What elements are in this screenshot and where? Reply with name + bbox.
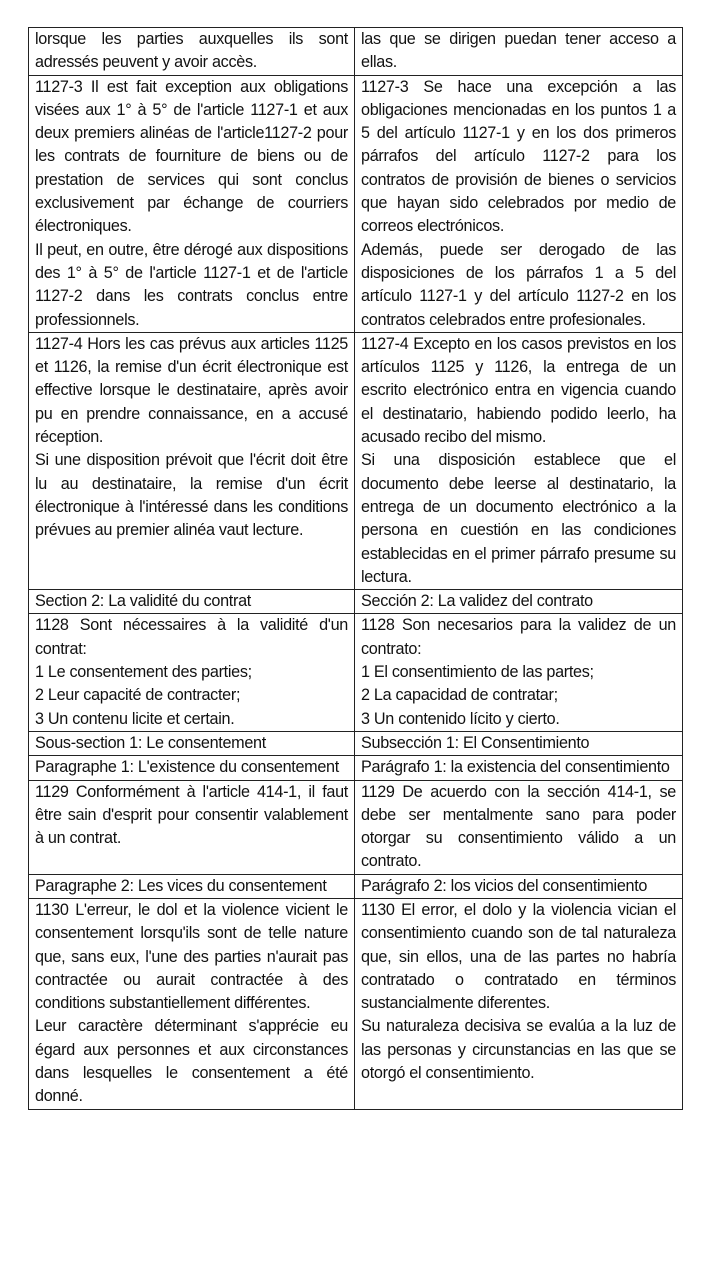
french-list-item: 2 Leur capacité de contracter;: [35, 686, 241, 705]
spanish-cell: [355, 756, 683, 780]
french-paragraph: lorsque les parties auxquelles ils sont adressés peuvent y avoir accès.: [35, 30, 348, 72]
french-list-item: 1 Le consentement des parties;: [35, 663, 252, 682]
french-cell: [29, 874, 355, 898]
spanish-cell: [355, 28, 683, 76]
french-paragraph: 1127-3 Il est fait exception aux obligations visées aux 1° à 5° de l'article 1127-1 et aux deux premiers alinéas de l'article1127-2 pour les contrats de fourniture de biens ou de prestation de services qui sont conclus exclusivement par échange de courriers électroniques.: [35, 77, 348, 236]
section-heading-row: [29, 874, 683, 898]
spanish-cell: [355, 874, 683, 898]
bilingual-law-table: [28, 27, 683, 1110]
french-cell: [29, 898, 355, 1109]
table-row: [29, 780, 683, 874]
spanish-cell: [355, 898, 683, 1109]
french-cell: [29, 614, 355, 731]
french-cell: [29, 731, 355, 755]
spanish-list-item: 1 El consentimiento de las partes;: [361, 663, 594, 682]
spanish-paragraph: 1129 De acuerdo con la sección 414-1, se debe ser mentalmente sano para poder otorgar su consentimiento válido a un contrato.: [361, 782, 676, 871]
spanish-paragraph: Su naturaleza decisiva se evalúa a la luz de las personas y circunstancias en las que se otorgó el consentimiento.: [361, 1017, 676, 1083]
french-paragraph: Si une disposition prévoit que l'écrit doit être lu au destinataire, la remise d'un écrit électronique à l'intéressé dans les conditions prévues au premier alinéa vaut lecture.: [35, 451, 348, 540]
spanish-heading: Sección 2: La validez del contrato: [361, 592, 593, 611]
french-cell: [29, 28, 355, 76]
french-heading: Paragraphe 1: L'existence du consentement: [35, 758, 339, 777]
french-paragraph: Il peut, en outre, être dérogé aux dispositions des 1° à 5° de l'article 1127-1 et de l'article 1127-2 dans les contrats conclus entre professionnels.: [35, 240, 348, 329]
spanish-heading: Subsección 1: El Consentimiento: [361, 733, 590, 752]
spanish-heading: Parágrafo 1: la existencia del consentimiento: [361, 758, 670, 777]
spanish-cell: [355, 614, 683, 731]
french-cell: [29, 780, 355, 874]
french-paragraph: 1127-4 Hors les cas prévus aux articles 1125 et 1126, la remise d'un écrit électronique est effective lorsque le destinataire, après avoir pu en prendre connaissance, en a accusé réception.: [35, 334, 348, 447]
french-heading: Paragraphe 2: Les vices du consentement: [35, 876, 327, 895]
spanish-cell: [355, 780, 683, 874]
spanish-paragraph: 1130 El error, el dolo y la violencia vician el consentimiento cuando son de tal naturaleza que, sin ellos, una de las partes no habría contratado o contratado en términos sustancialmente diferentes.: [361, 900, 676, 1013]
table-row: [29, 614, 683, 731]
section-heading-row: [29, 756, 683, 780]
french-cell: [29, 75, 355, 332]
french-heading: Sous-section 1: Le consentement: [35, 733, 266, 752]
french-paragraph: 1129 Conformément à l'article 414-1, il faut être sain d'esprit pour consentir valablement à un contrat.: [35, 782, 348, 848]
french-cell: [29, 756, 355, 780]
spanish-cell: [355, 75, 683, 332]
french-paragraph: 1130 L'erreur, le dol et la violence vicient le consentement lorsqu'ils sont de telle nature que, sans eux, l'une des parties n'aurait pas contractée ou aurait contractée à des conditions substantiellement différentes.: [35, 900, 348, 1013]
spanish-paragraph: Si una disposición establece que el documento debe leerse al destinatario, la entrega de un documento electrónico a la persona en cuestión en las condiciones establecidas en el primer párrafo presume su lectura.: [361, 451, 676, 586]
french-paragraph: 1128 Sont nécessaires à la validité d'un contrat:: [35, 616, 348, 658]
spanish-heading: Parágrafo 2: los vicios del consentimiento: [361, 876, 648, 895]
spanish-paragraph: 1127-3 Se hace una excepción a las obligaciones mencionadas en los puntos 1 a 5 del artículo 1127-1 y en los dos primeros párrafos del artículo 1127-2 para los contratos de provisión de bienes o servicios que hayan sido celebrados por medio de correos electrónicos.: [361, 77, 676, 236]
spanish-paragraph: Además, puede ser derogado de las disposiciones de los párrafos 1 a 5 del artículo 1127-1 y del artículo 1127-2 en los contratos celebrados entre profesionales.: [361, 240, 676, 329]
table-row: [29, 75, 683, 332]
french-heading: Section 2: La validité du contrat: [35, 592, 251, 611]
spanish-paragraph: 1128 Son necesarios para la validez de un contrato:: [361, 616, 676, 658]
table-row: [29, 332, 683, 589]
section-heading-row: [29, 731, 683, 755]
french-paragraph: Leur caractère déterminant s'apprécie eu égard aux personnes et aux circonstances dans lesquelles le consentement a été donné.: [35, 1017, 348, 1106]
french-cell: [29, 590, 355, 614]
spanish-cell: [355, 731, 683, 755]
spanish-cell: [355, 590, 683, 614]
french-list-item: 3 Un contenu licite et certain.: [35, 709, 235, 728]
spanish-list-item: 2 La capacidad de contratar;: [361, 686, 558, 705]
spanish-paragraph: 1127-4 Excepto en los casos previstos en los artículos 1125 y 1126, la entrega de un escrito electrónico entra en vigencia cuando el destinatario, habiendo podido leerlo, ha acusado recibo del mismo.: [361, 334, 676, 447]
table-row: [29, 898, 683, 1109]
spanish-cell: [355, 332, 683, 589]
spanish-paragraph: las que se dirigen puedan tener acceso a ellas.: [361, 30, 676, 72]
french-cell: [29, 332, 355, 589]
spanish-list-item: 3 Un contenido lícito y cierto.: [361, 709, 560, 728]
table-row: [29, 28, 683, 76]
section-heading-row: [29, 590, 683, 614]
